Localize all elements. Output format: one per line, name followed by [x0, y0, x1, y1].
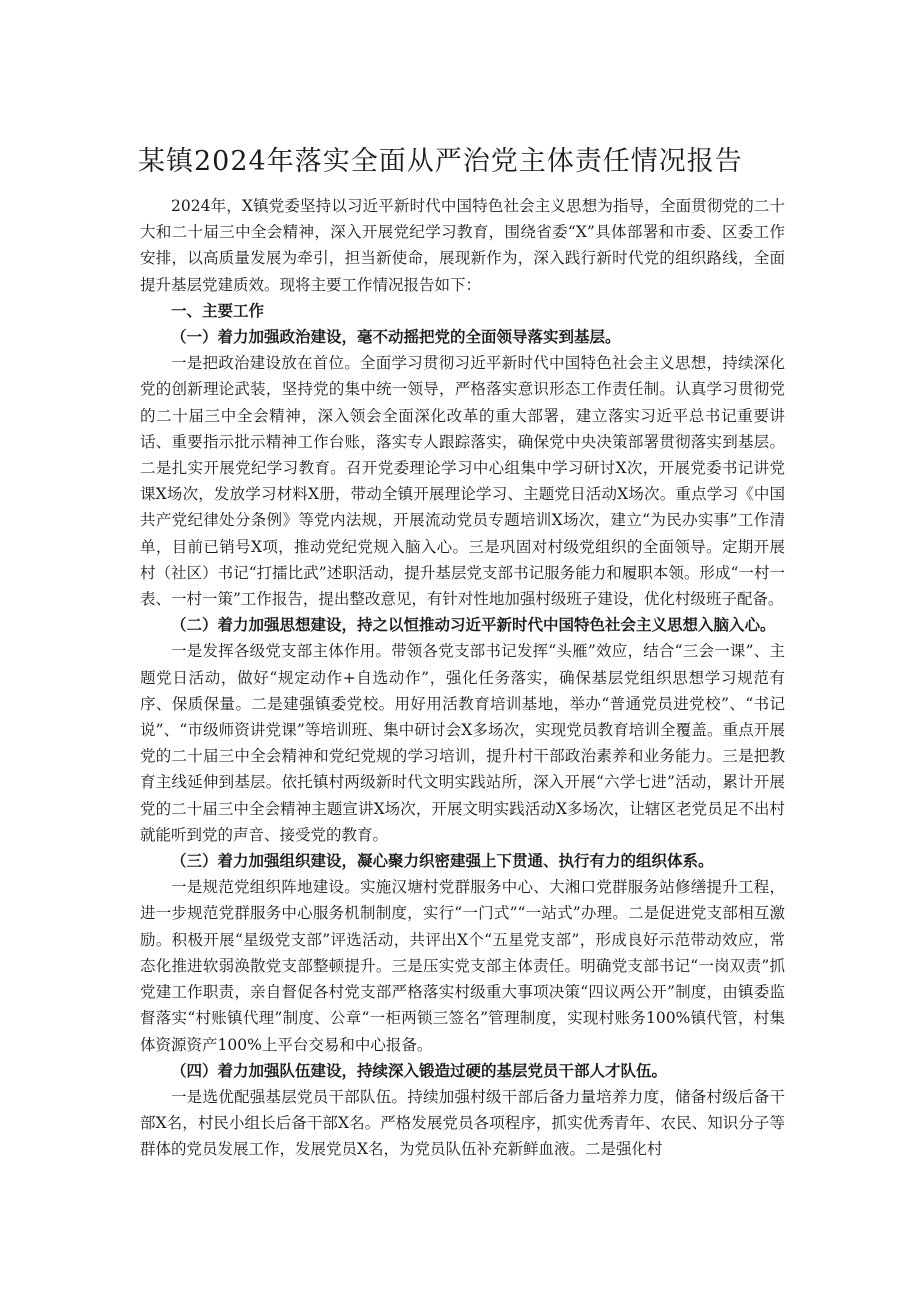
subsection-body-ideological: 一是发挥各级党支部主体作用。带领各党支部书记发挥“头雁”效应，结合“三会一课”、主题党日活动，做好“规定动作+自选动作”，强化任务落实，确保基层党组织思想学习规范有序、保质保量。二是建强镇委党校。用好用活教育培训基地，举办“普通党员进党校”、“书记说”、“市级师资讲党课”等培训班、集中研讨会X多场次，实现党员教育培训全覆盖。重点开展党的二十届三中全会精神和党纪党规的学习培训，提升村干部政治素养和业务能力。三是把教育主线延伸到基层。依托镇村两级新时代文明实践站所，深入开展“六学七进”活动，累计开展党的二十届三中全会精神主题宣讲X场次，开展文明实践活动X多场次，让辖区老党员足不出村就能听到党的声音、接受党的教育。	[140, 642, 785, 844]
subsection-heading-political: （一）着力加强政治建设，毫不动摇把党的全面领导落实到基层。	[171, 327, 621, 347]
document-title: 某镇2024年落实全面从严治党主体责任情况报告	[138, 146, 743, 177]
intro-paragraph: 2024年，X镇党委坚持以习近平新时代中国特色社会主义思想为指导，全面贯彻党的二十大和二十届三中全会精神，深入开展党纪学习教育，围绕省委“X”具体部署和市委、区委工作安排，以高质量发展为牵引，担当新使命，展现新作为，深入践行新时代党的组织路线，全面提升基层党建质效。现将主要工作情况报告如下：	[140, 197, 785, 294]
subsection-body-organizational: 一是规范党组织阵地建设。实施汉塘村党群服务中心、大湘口党群服务站修缮提升工程，进一步规范党群服务中心服务机制制度，实行“一门式”“一站式”办理。二是促进党支部相互激励。积极开展“星级党支部”评选活动，共评出X个“五星党支部”，形成良好示范带动效应，常态化推进软弱涣散党支部整顿提升。三是压实党支部主体责任。明确党支部书记“一岗双责”抓党建工作职责，亲自督促各村党支部严格落实村级重大事项决策“四议两公开”制度，由镇委监督落实“村账镇代理”制度、公章“一柜两锁三签名”管理制度，实现村账务100%镇代管，村集体资源资产100%上平台交易和中心报备。	[140, 878, 785, 1054]
subsection-heading-ideological: （二）着力加强思想建设，持之以恒推动习近平新时代中国特色社会主义思想入脑入心。	[171, 615, 776, 635]
document-body	[140, 193, 785, 1163]
subsection-body-team: 一是选优配强基层党员干部队伍。持续加强村级干部后备力量培养力度，储备村级后备干部X名，村民小组长后备干部X名。严格发展党员各项程序，抓实优秀青年、农民、知识分子等群体的党员发展工作，发展党员X名，为党员队伍补充新鲜血液。二是强化村	[140, 1087, 785, 1159]
subsection-heading-team: （四）着力加强队伍建设，持续深入锻造过硬的基层党员干部人才队伍。	[171, 1060, 668, 1080]
subsection-heading-organizational: （三）着力加强组织建设，凝心聚力织密建强上下贯通、执行有力的组织体系。	[171, 851, 714, 871]
section-heading-main-work: 一、主要工作	[171, 300, 265, 320]
subsection-body-political: 一是把政治建设放在首位。全面学习贯彻习近平新时代中国特色社会主义思想，持续深化党的创新理论武装，坚持党的集中统一领导，严格落实意识形态工作责任制。认真学习贯彻党的二十届三中全会精神，深入领会全面深化改革的重大部署，建立落实习近平总书记重要讲话、重要指示批示精神工作台账，落实专人跟踪落实，确保党中央决策部署贯彻落实到基层。二是扎实开展党纪学习教育。召开党委理论学习中心组集中学习研讨X次，开展党委书记讲党课X场次，发放学习材料X册，带动全镇开展理论学习、主题党日活动X场次。重点学习《中国共产党纪律处分条例》等党内法规，开展流动党员专题培训X场次，建立“为民办实事”工作清单，目前已销号X项，推动党纪党规入脑入心。三是巩固对村级党组织的全面领导。定期开展村（社区）书记“打擂比武”述职活动，提升基层党支部书记服务能力和履职本领。形成“一村一表、一村一策”工作报告，提出整改意见，有针对性地加强村级班子建设，优化村级班子配备。	[140, 354, 785, 609]
